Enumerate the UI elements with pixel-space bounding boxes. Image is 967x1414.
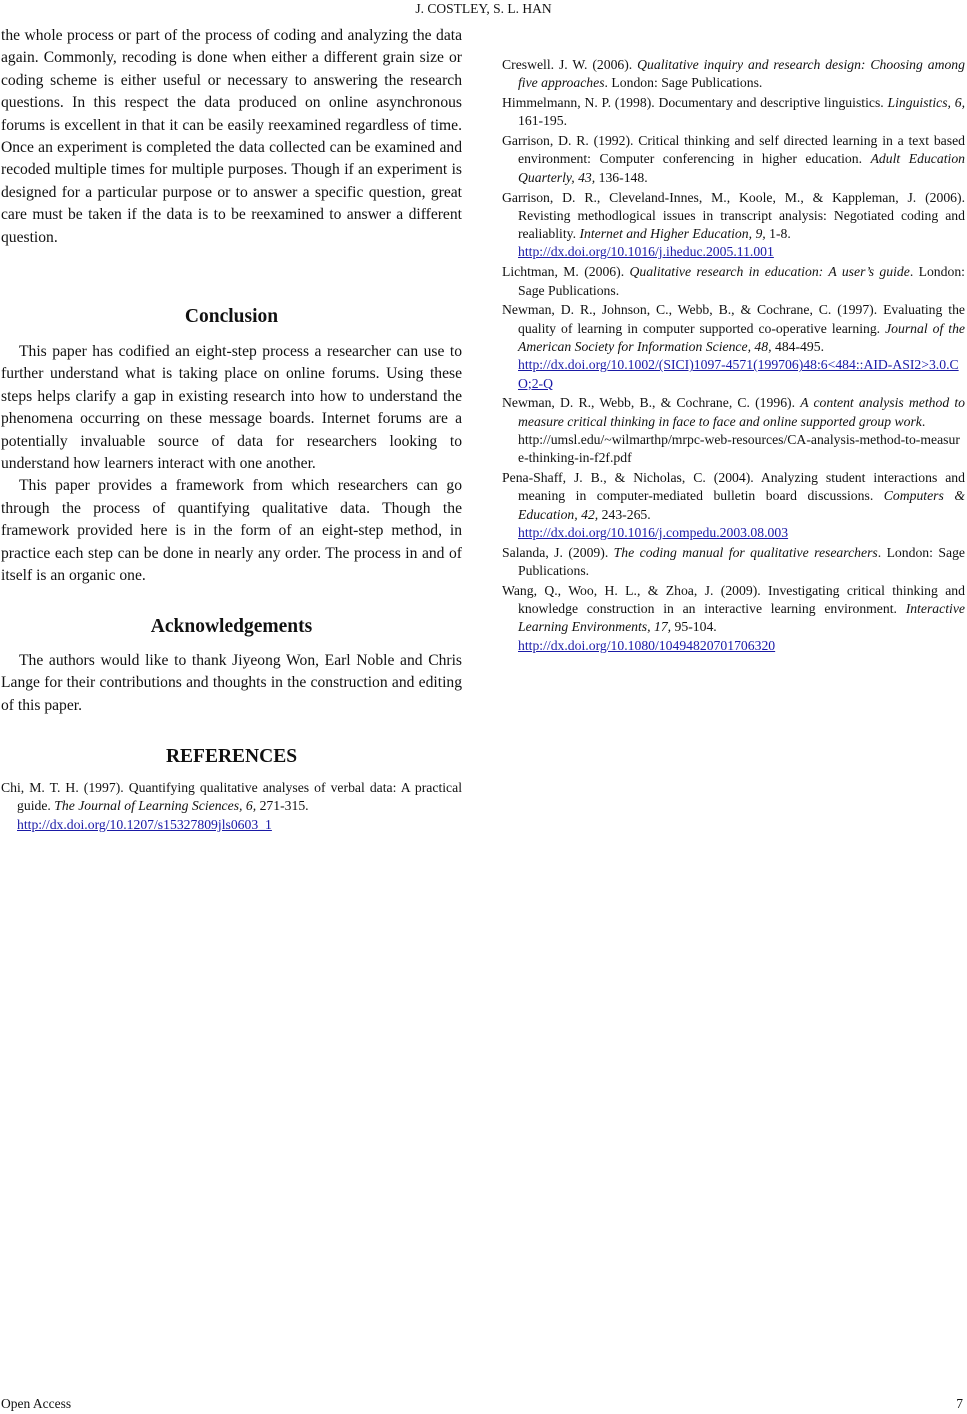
reference-text: Newman, D. R., Webb, B., & Cochrane, C. (1996). [502, 395, 801, 411]
acknowledgements-section [1, 650, 462, 717]
reference-pages: . [921, 413, 926, 429]
reference-pages: . London: Sage Publications. [518, 544, 965, 579]
reference-item [502, 263, 965, 300]
reference-text: Chi, M. T. H. (1997). Quantifying qualitative analyses of verbal data: A practical guide. [1, 780, 462, 814]
reference-source: Adult Education Quarterly, 43, [518, 151, 966, 185]
reference-text: Himmelmann, N. P. (1998). Documentary and descriptive linguistics. [502, 95, 888, 111]
reference-text: Pena-Shaff, J. B., & Nicholas, C. (2004). Analyzing student interactions and meaning in computer-mediated bulletin board discussions. [502, 470, 965, 504]
reference-item [502, 394, 965, 467]
reference-pages: 136-148. [595, 169, 648, 185]
reference-source: A content analysis method to measure critical thinking in face to face and online supported group work [518, 395, 965, 429]
acknowledgements-paragraph: The authors would like to thank Jiyeong Won, Earl Noble and Chris Lange for their contributions and thoughts in the construction and editing of this paper. [1, 652, 462, 714]
running-head: J. COSTLEY, S. L. HAN [415, 1, 552, 16]
reference-pages: . London: Sage Publications. [518, 264, 965, 298]
reference-text: Creswell. J. W. (2006). [502, 57, 638, 72]
footer-page-number: 7 [956, 1396, 963, 1411]
reference-pages: 161-195. [518, 113, 568, 129]
conclusion-heading: Conclusion [184, 306, 279, 327]
conclusion-section [1, 341, 462, 587]
reference-doi-link[interactable]: http://dx.doi.org/10.1016/j.compedu.2003.08.003 [518, 524, 789, 540]
reference-source: Linguistics, 6, [887, 95, 965, 111]
conclusion-paragraph-2: This paper provides a framework from which researchers can go through the process of quantifying qualitative data. Though the framework provided here is in the form of an eight-step method, in practice each step can be done in nearly any order. The process in and of itself is an organic one. [1, 477, 462, 585]
reference-item [502, 469, 965, 542]
reference-source: Computers & Education, 42, [518, 488, 965, 522]
reference-source: Journal of the American Society for Information Science, 48, [518, 320, 966, 354]
reference-item [502, 56, 965, 93]
reference-item [502, 544, 965, 581]
reference-pages: . London: Sage Publications. [604, 75, 763, 91]
reference-doi-link[interactable]: http://dx.doi.org/10.1002/(SICI)1097-4571(199706)48:6<484::AID-ASI2>3.0.CO;2-Q [518, 357, 959, 391]
footer-journal: Open Access [1, 1396, 72, 1411]
reference-item [502, 189, 965, 262]
reference-item [502, 301, 965, 392]
reference-text: Garrison, D. R. (1992). Critical thinking and self directed learning in a text based environment: Computer conferencing in higher education. [502, 133, 965, 167]
reference-doi-link[interactable]: http://dx.doi.org/10.1016/j.iheduc.2005.11.001 [518, 244, 774, 260]
reference-item [502, 582, 965, 655]
reference-text: Salanda, J. (2009). [502, 544, 614, 560]
reference-item [502, 132, 965, 187]
reference-source: The coding manual for qualitative researchers [613, 544, 878, 560]
reference-item [1, 779, 462, 834]
intro-paragraph: the whole process or part of the process of coding and analyzing the data again. Commonly, recoding is done when either a different grain size or coding scheme is either useful or necessary to answering the research questions. In this respect the data produced on online asynchronous forums is excellent in that it can be easily reexamined regardless of time. Once an experiment is completed the data collected can be examined and recoded multiple times for multiple purposes. Though if an experiment is designed for a particular purpose or to answer a specific question, great care must be taken if the data is to be reexamined to answer a different question. [1, 27, 462, 246]
reference-doi-link[interactable]: http://dx.doi.org/10.1080/10494820701706320 [518, 637, 776, 653]
reference-text: Newman, D. R., Johnson, C., Webb, B., & Cochrane, C. (1997). Evaluating the quality of learning in computer supported co-operative learning. [502, 302, 965, 336]
references-list-right [502, 56, 965, 657]
reference-doi-link[interactable]: http://dx.doi.org/10.1207/s15327809jls0603_1 [17, 816, 272, 832]
reference-item [502, 94, 965, 131]
reference-source: The Journal of Learning Sciences, 6, [54, 798, 257, 814]
reference-url-text: http://umsl.edu/~wilmarthp/mrpc-web-resources/CA-analysis-method-to-measure-thinking-in-f2f.pdf [518, 431, 960, 466]
reference-pages: 271-315. [256, 798, 309, 814]
reference-text: Garrison, D. R., Cleveland-Innes, M., Koole, M., & Kappleman, J. (2006). Revisting methodlogical issues in transcript analysis: Negotiated coding and realiablity. [502, 189, 965, 242]
reference-pages: 95-104. [671, 619, 717, 635]
reference-source: Internet and Higher Education, 9, [579, 226, 766, 242]
reference-text: Lichtman, M. (2006). [502, 264, 630, 280]
reference-source: Qualitative inquiry and research design: Choosing among five approaches [518, 57, 965, 91]
reference-pages: 1-8. [765, 226, 791, 242]
reference-pages: 484-495. [771, 338, 825, 354]
reference-text: Wang, Q., Woo, H. L., & Zhoa, J. (2009). Investigating critical thinking and knowledge construction in an interactive learning environment. [502, 582, 965, 617]
reference-source: Qualitative research in education: A user’s guide [629, 264, 910, 280]
references-heading: REFERENCES [165, 746, 298, 767]
reference-pages: 243-265. [598, 506, 651, 522]
conclusion-paragraph-1: This paper has codified an eight-step process a researcher can use to further understand what is taking place on online forums. Using these steps helps clarify a gap in existing research into how to understand the phenomena occurring on these message boards. Internet forums are a potentially invaluable source of data for researchers looking to understand how learners interact with one another. [1, 343, 462, 473]
references-list-left [1, 779, 462, 835]
intro-paragraph-block [1, 25, 462, 249]
reference-source: Interactive Learning Environments, 17, [518, 601, 965, 635]
acknowledgements-heading: Acknowledgements [150, 616, 313, 637]
